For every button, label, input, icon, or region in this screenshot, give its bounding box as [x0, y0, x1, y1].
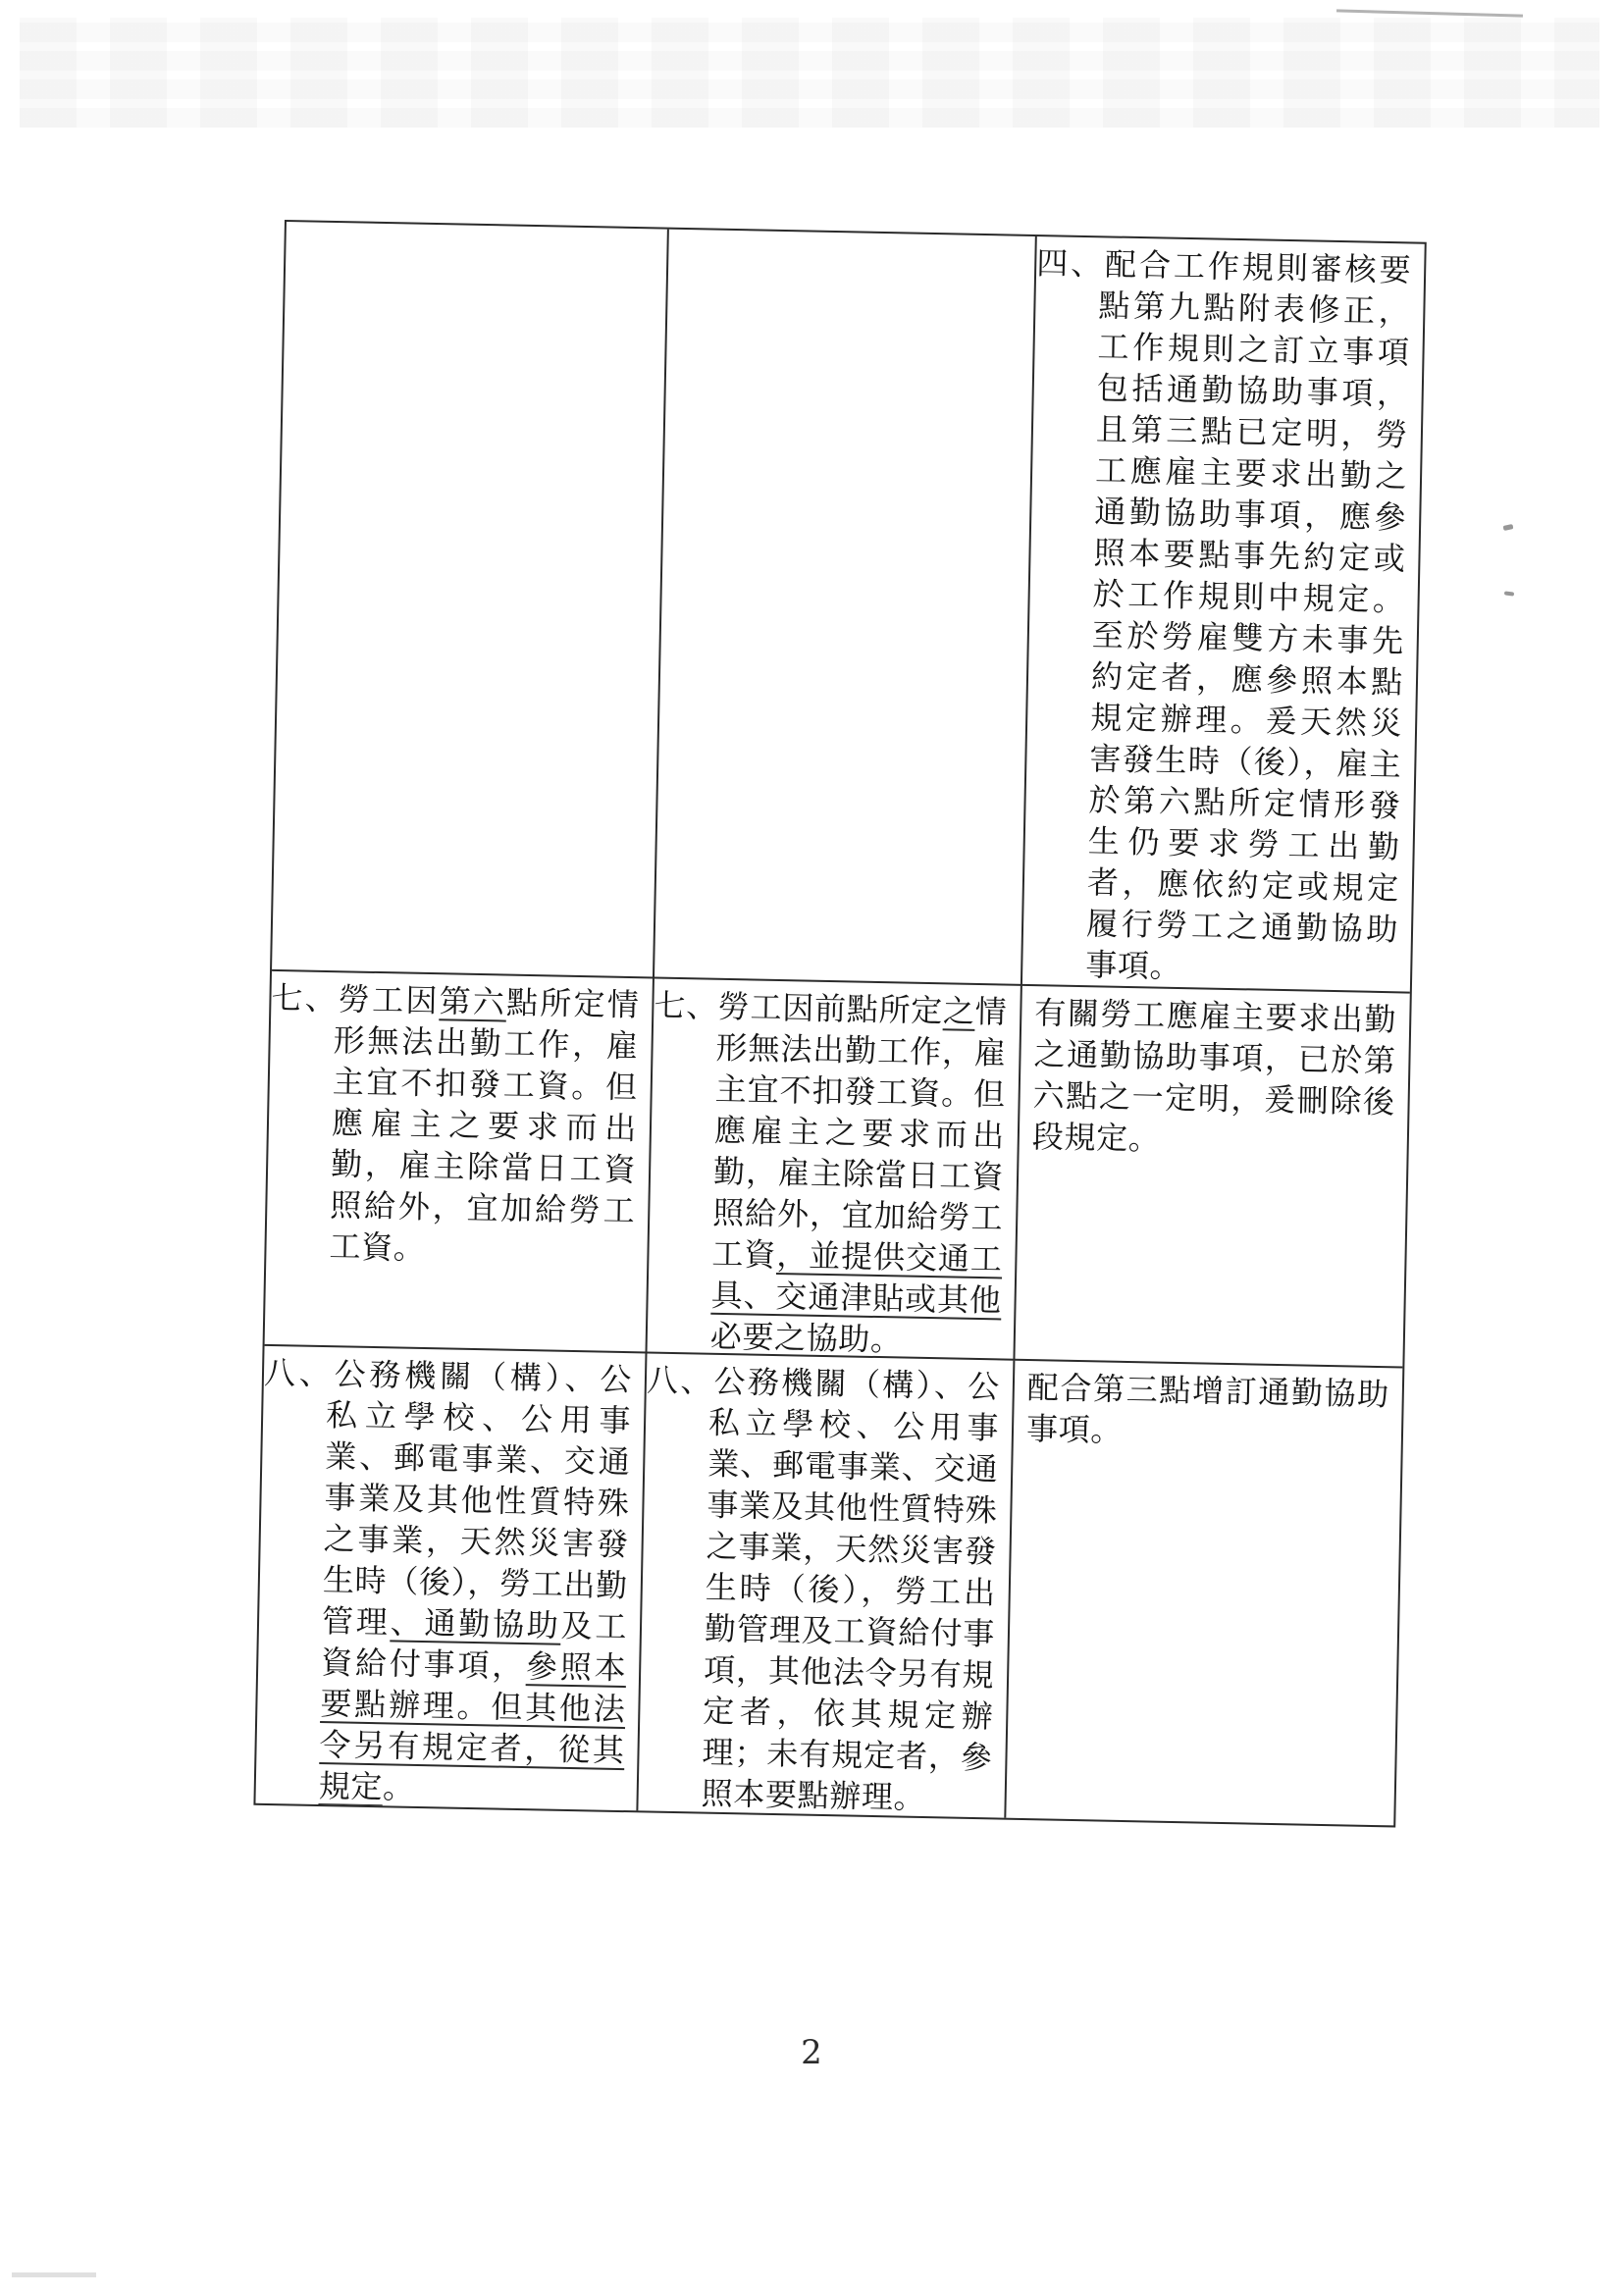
page-number: 2: [801, 2033, 822, 2072]
cell-row2-remark: 有關勞工應雇主要求出勤之通勤協助事項，已於第六點之一定明，爰刪除後段規定。: [1015, 986, 1409, 1369]
scan-noise-band: [20, 18, 1599, 128]
cell-row1-original-empty: [654, 230, 1037, 986]
regulation-comparison-table: [253, 220, 1426, 1827]
scan-speck-artifact: [1504, 591, 1514, 596]
cell-row3-item-8-original: 八、公務機關（構）、公私立學校、公用事業、郵電事業、交通事業及其他性質特殊之事業，天然災害發生時（後），勞工出勤管理及工資給付事項，其他法令另有規定者，依其規定辦理；未有規定者，參照本要點辦理。: [638, 1353, 1015, 1817]
cell-row1-remark-item-4: 四、配合工作規則審核要點第九點附表修正，工作規則之訂立事項包括通勤協助事項，且第三點已定明，勞工應雇主要求出勤之通勤協助事項，應參照本要點事先約定或於工作規則中規定。至於勞雇雙方未事先約定者，應參照本點規定辦理。爰天然災害發生時（後），雇主於第六點所定情形發生仍要求勞工出勤者，應依約定或規定履行勞工之通勤協助事項。: [1022, 236, 1425, 994]
scan-streak-artifact: [1336, 9, 1523, 17]
cell-row3-item-8-amended: 八、公務機關（構）、公私立學校、公用事業、郵電事業、交通事業及其他性質特殊之事業，天然災害發生時（後），勞工出勤管理、通勤協助及工資給付事項，參照本要點辦理。但其他法令另有規定者，從其規定。: [255, 1346, 647, 1811]
cell-row3-remark: 配合第三點增訂通勤協助事項。: [1025, 1369, 1390, 1449]
scan-speck-artifact: [1503, 524, 1514, 531]
cell-row2-item-7-amended: 七、勞工因第六點所定情形無法出勤工作，雇主宜不扣發工資。但應雇主之要求而出勤，雇主除當日工資照給外，宜加給勞工工資。: [265, 971, 654, 1354]
cell-row1-current-empty: [272, 222, 669, 978]
scan-dash-artifact: [12, 2272, 96, 2277]
cell-row2-item-7-original: 七、勞工因前點所定之情形無法出勤工作，雇主宜不扣發工資。但應雇主之要求而出勤，雇主除當日工資照給外，宜加給勞工工資，並提供交通工具、交通津貼或其他必要之協助。: [647, 979, 1021, 1361]
